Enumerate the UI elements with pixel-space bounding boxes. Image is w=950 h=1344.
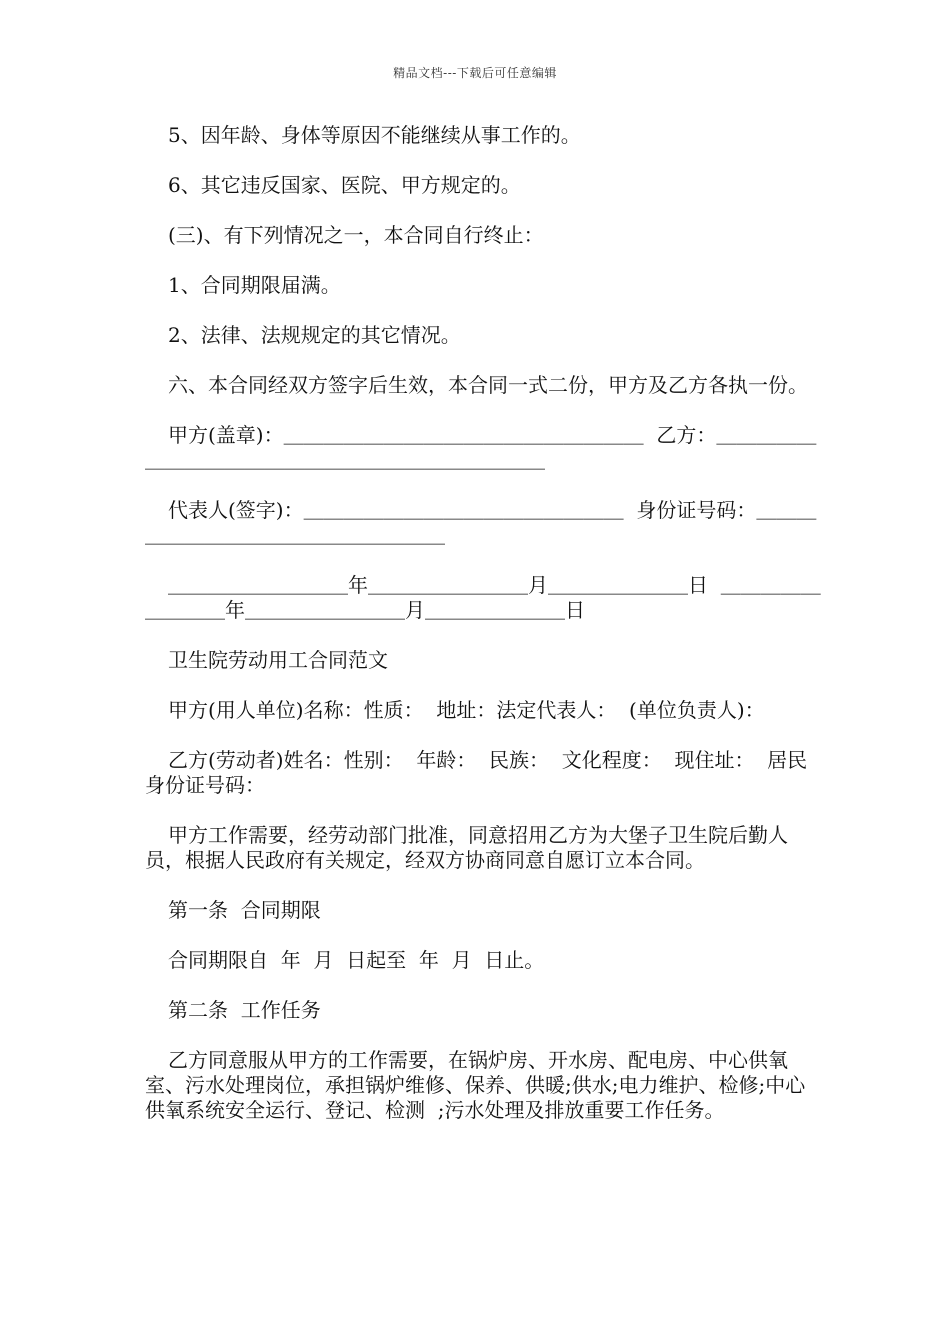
article-1-text: 合同期限自 年 月 日起至 年 月 日止。: [168, 948, 545, 972]
paragraph-effective-clause: 六、本合同经双方签字后生效，本合同一式二份，甲方及乙方各执一份。: [168, 373, 808, 397]
paragraph-termination-2: 2、法律、法规规定的其它情况。: [168, 323, 461, 347]
document-title: 卫生院劳动用工合同范文: [168, 648, 388, 672]
signature-line-party-a-b: 甲方(盖章)：＿＿＿＿＿＿＿＿＿＿＿＿＿＿＿＿＿＿ 乙方：＿＿＿＿＿＿＿＿＿＿＿＿＿＿＿＿＿＿＿＿＿＿＿＿＿: [145, 423, 817, 472]
paragraph-clause-6: 6、其它违反国家、医院、甲方规定的。: [168, 173, 521, 197]
paragraph-party-b-info: 乙方(劳动者)姓名：性别： 年龄： 民族： 文化程度： 现住址： 居民身份证号码：: [145, 748, 808, 797]
paragraph-party-a-info: 甲方(用人单位)名称：性质： 地址：法定代表人： (单位负责人)：: [168, 698, 765, 722]
page-header: 精品文档---下载后可任意编辑: [393, 66, 557, 80]
signature-line-dates: ＿＿＿＿＿＿＿＿＿年＿＿＿＿＿＿＿＿月＿＿＿＿＿＿＿日 ＿＿＿＿＿＿＿＿＿年＿＿＿＿＿＿＿＿月＿＿＿＿＿＿＿日: [145, 573, 821, 622]
paragraph-clause-5: 5、因年龄、身体等原因不能继续从事工作的。: [168, 123, 581, 147]
article-2-text: 乙方同意服从甲方的工作需要，在锅炉房、开水房、配电房、中心供氧室、污水处理岗位，承担锅炉维修、保养、供暖;供水;电力维护、检修;中心供氧系统安全运行、登记、检测 ;污水处理及排放重要工作任务。: [145, 1048, 806, 1122]
signature-line-representative-id: 代表人(签字)：＿＿＿＿＿＿＿＿＿＿＿＿＿＿＿＿ 身份证号码：＿＿＿＿＿＿＿＿＿＿＿＿＿＿＿＿＿＿: [145, 498, 817, 547]
article-1-heading: 第一条 合同期限: [168, 898, 321, 922]
paragraph-preamble: 甲方工作需要，经劳动部门批准，同意招用乙方为大堡子卫生院后勤人员，根据人民政府有关规定，经双方协商同意自愿订立本合同。: [145, 823, 788, 872]
article-2-heading: 第二条 工作任务: [168, 998, 321, 1022]
paragraph-termination-1: 1、合同期限届满。: [168, 273, 341, 297]
paragraph-termination-heading: (三)、有下列情况之一，本合同自行终止：: [168, 223, 544, 247]
document-body: [145, 120, 825, 1123]
